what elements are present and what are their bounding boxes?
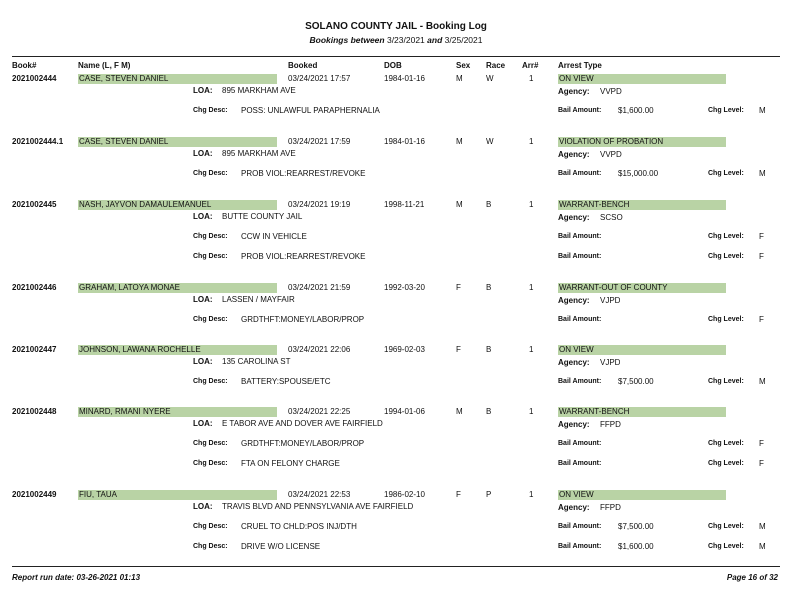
arrest-number: 1 xyxy=(529,490,534,499)
agency-label: Agency: xyxy=(558,296,590,305)
loa-label: LOA: xyxy=(193,212,213,221)
chg-level-label: Chg Level: xyxy=(708,253,744,260)
chg-level-value: M xyxy=(759,522,766,531)
arrest-number: 1 xyxy=(529,74,534,83)
inmate-name: FIU, TAUA xyxy=(79,490,117,499)
race: B xyxy=(486,407,492,416)
chg-level-label: Chg Level: xyxy=(708,460,744,467)
agency-label: Agency: xyxy=(558,87,590,96)
booked-datetime: 03/24/2021 19:19 xyxy=(288,200,351,209)
col-dob: DOB xyxy=(384,61,402,70)
booking-record xyxy=(0,198,792,260)
sex: M xyxy=(456,137,463,146)
sex: F xyxy=(456,490,461,499)
report-run-date: Report run date: 03-26-2021 01:13 xyxy=(12,573,141,582)
booking-record xyxy=(0,72,792,134)
bail-amount-label: Bail Amount: xyxy=(558,523,602,530)
book-number: 2021002444 xyxy=(12,74,57,83)
booking-record xyxy=(0,281,792,343)
header-top-rule xyxy=(12,56,780,57)
race: W xyxy=(486,74,494,83)
inmate-name: GRAHAM, LATOYA MONAE xyxy=(79,283,180,292)
chg-level-value: F xyxy=(759,439,764,448)
agency-value: VVPD xyxy=(600,150,622,159)
chg-level-label: Chg Level: xyxy=(708,543,744,550)
col-book: Book# xyxy=(12,61,37,70)
bail-amount-value: $7,500.00 xyxy=(618,522,654,531)
chg-desc-label: Chg Desc: xyxy=(193,107,228,114)
chg-level-label: Chg Level: xyxy=(708,170,744,177)
col-arr: Arr# xyxy=(522,61,539,70)
chg-desc-label: Chg Desc: xyxy=(193,523,228,530)
chg-level-label: Chg Level: xyxy=(708,378,744,385)
date-from: 3/23/2021 xyxy=(386,35,425,45)
booked-datetime: 03/24/2021 21:59 xyxy=(288,283,351,292)
chg-level-label: Chg Level: xyxy=(708,233,744,240)
chg-desc-label: Chg Desc: xyxy=(193,543,228,550)
sex: M xyxy=(456,407,463,416)
loa-label: LOA: xyxy=(193,502,213,511)
chg-desc-label: Chg Desc: xyxy=(193,316,228,323)
race: B xyxy=(486,345,492,354)
chg-desc-value: GRDTHFT:MONEY/LABOR/PROP xyxy=(241,439,365,448)
chg-desc-value: PROB VIOL:REARREST/REVOKE xyxy=(241,252,366,261)
arrest-number: 1 xyxy=(529,407,534,416)
booking-record xyxy=(0,488,792,550)
date-to: 3/25/2021 xyxy=(444,35,483,45)
chg-desc-value: POSS: UNLAWFUL PARAPHERNALIA xyxy=(241,106,380,115)
race: B xyxy=(486,200,492,209)
chg-level-value: M xyxy=(759,169,766,178)
race: B xyxy=(486,283,492,292)
booked-datetime: 03/24/2021 17:57 xyxy=(288,74,351,83)
chg-desc-value: PROB VIOL:REARREST/REVOKE xyxy=(241,169,366,178)
chg-desc-label: Chg Desc: xyxy=(193,440,228,447)
chg-desc-label: Chg Desc: xyxy=(193,233,228,240)
loa-value: 135 CAROLINA ST xyxy=(222,357,291,366)
inmate-name: NASH, JAYVON DAMAULEMANUEL xyxy=(79,200,212,209)
chg-desc-value: GRDTHFT:MONEY/LABOR/PROP xyxy=(241,315,365,324)
dob: 1992-03-20 xyxy=(384,283,425,292)
loa-value: LASSEN / MAYFAIR xyxy=(222,295,295,304)
dob: 1986-02-10 xyxy=(384,490,425,499)
book-number: 2021002448 xyxy=(12,407,57,416)
booking-record xyxy=(0,343,792,405)
chg-level-label: Chg Level: xyxy=(708,107,744,114)
bail-amount-value: $15,000.00 xyxy=(618,169,659,178)
agency-label: Agency: xyxy=(558,503,590,512)
chg-level-label: Chg Level: xyxy=(708,523,744,530)
bail-amount-value: $7,500.00 xyxy=(618,377,654,386)
dob: 1969-02-03 xyxy=(384,345,425,354)
arrest-number: 1 xyxy=(529,345,534,354)
sex: M xyxy=(456,200,463,209)
agency-value: VJPD xyxy=(600,296,621,305)
loa-value: 895 MARKHAM AVE xyxy=(222,149,296,158)
agency-label: Agency: xyxy=(558,358,590,367)
bail-amount-label: Bail Amount: xyxy=(558,253,602,260)
agency-value: VJPD xyxy=(600,358,621,367)
booked-datetime: 03/24/2021 22:53 xyxy=(288,490,351,499)
col-arrest-type: Arrest Type xyxy=(558,61,602,70)
chg-desc-value: CRUEL TO CHLD:POS INJ/DTH xyxy=(241,522,357,531)
chg-level-value: F xyxy=(759,459,764,468)
arrest-number: 1 xyxy=(529,283,534,292)
subtitle-and: and xyxy=(427,35,443,45)
book-number: 2021002445 xyxy=(12,200,57,209)
inmate-name: JOHNSON, LAWANA ROCHELLE xyxy=(79,345,201,354)
arrest-type: VIOLATION OF PROBATION xyxy=(559,137,664,146)
footer-rule xyxy=(12,566,780,567)
loa-value: 895 MARKHAM AVE xyxy=(222,86,296,95)
page-number: Page 16 of 32 xyxy=(726,573,778,582)
chg-level-value: M xyxy=(759,106,766,115)
arrest-type: ON VIEW xyxy=(559,74,594,83)
chg-level-value: M xyxy=(759,377,766,386)
book-number: 2021002447 xyxy=(12,345,57,354)
inmate-name: CASE, STEVEN DANIEL xyxy=(79,137,169,146)
bail-amount-label: Bail Amount: xyxy=(558,378,602,385)
bail-amount-label: Bail Amount: xyxy=(558,440,602,447)
book-number: 2021002446 xyxy=(12,283,57,292)
booked-datetime: 03/24/2021 22:06 xyxy=(288,345,351,354)
chg-desc-value: DRIVE W/O LICENSE xyxy=(241,542,321,551)
bail-amount-label: Bail Amount: xyxy=(558,107,602,114)
arrest-type: ON VIEW xyxy=(559,345,594,354)
chg-level-value: M xyxy=(759,542,766,551)
chg-desc-label: Chg Desc: xyxy=(193,460,228,467)
col-booked: Booked xyxy=(288,61,318,70)
loa-label: LOA: xyxy=(193,419,213,428)
book-number: 2021002444.1 xyxy=(12,137,64,146)
loa-value: TRAVIS BLVD AND PENNSYLVANIA AVE FAIRFIELD xyxy=(222,502,414,511)
agency-value: SCSO xyxy=(600,213,623,222)
booked-datetime: 03/24/2021 22:25 xyxy=(288,407,351,416)
arrest-number: 1 xyxy=(529,137,534,146)
col-race: Race xyxy=(486,61,506,70)
bail-amount-label: Bail Amount: xyxy=(558,460,602,467)
book-number: 2021002449 xyxy=(12,490,57,499)
loa-value: E TABOR AVE AND DOVER AVE FAIRFIELD xyxy=(222,419,383,428)
chg-level-value: F xyxy=(759,252,764,261)
chg-desc-label: Chg Desc: xyxy=(193,378,228,385)
arrest-number: 1 xyxy=(529,200,534,209)
sex: F xyxy=(456,283,461,292)
inmate-name: MINARD, RMANI NYERE xyxy=(79,407,171,416)
race: W xyxy=(486,137,494,146)
chg-desc-value: BATTERY:SPOUSE/ETC xyxy=(241,377,331,386)
col-sex: Sex xyxy=(456,61,471,70)
booking-record xyxy=(0,135,792,197)
loa-label: LOA: xyxy=(193,149,213,158)
chg-level-value: F xyxy=(759,315,764,324)
arrest-type: WARRANT-BENCH xyxy=(559,407,630,416)
loa-label: LOA: xyxy=(193,86,213,95)
arrest-type: ON VIEW xyxy=(559,490,594,499)
chg-desc-label: Chg Desc: xyxy=(193,253,228,260)
loa-label: LOA: xyxy=(193,295,213,304)
agency-label: Agency: xyxy=(558,420,590,429)
dob: 1994-01-06 xyxy=(384,407,425,416)
bail-amount-label: Bail Amount: xyxy=(558,543,602,550)
agency-value: FFPD xyxy=(600,420,621,429)
chg-level-value: F xyxy=(759,232,764,241)
loa-label: LOA: xyxy=(193,357,213,366)
chg-level-label: Chg Level: xyxy=(708,316,744,323)
sex: M xyxy=(456,74,463,83)
sex: F xyxy=(456,345,461,354)
agency-label: Agency: xyxy=(558,213,590,222)
booked-datetime: 03/24/2021 17:59 xyxy=(288,137,351,146)
chg-desc-value: FTA ON FELONY CHARGE xyxy=(241,459,340,468)
inmate-name: CASE, STEVEN DANIEL xyxy=(79,74,169,83)
booking-record xyxy=(0,405,792,467)
dob: 1984-01-16 xyxy=(384,137,425,146)
arrest-type: WARRANT-BENCH xyxy=(559,200,630,209)
arrest-type: WARRANT-OUT OF COUNTY xyxy=(559,283,668,292)
dob: 1998-11-21 xyxy=(384,200,425,209)
col-name: Name (L, F M) xyxy=(78,61,131,70)
report-title: SOLANO COUNTY JAIL - Booking Log xyxy=(305,21,487,32)
chg-desc-label: Chg Desc: xyxy=(193,170,228,177)
chg-desc-value: CCW IN VEHICLE xyxy=(241,232,307,241)
bail-amount-label: Bail Amount: xyxy=(558,170,602,177)
report-subtitle xyxy=(0,35,792,45)
agency-value: FFPD xyxy=(600,503,621,512)
bail-amount-label: Bail Amount: xyxy=(558,316,602,323)
subtitle-prefix: Bookings between xyxy=(309,35,385,45)
agency-label: Agency: xyxy=(558,150,590,159)
bail-amount-value: $1,600.00 xyxy=(618,542,654,551)
loa-value: BUTTE COUNTY JAIL xyxy=(222,212,303,221)
race: P xyxy=(486,490,492,499)
dob: 1984-01-16 xyxy=(384,74,425,83)
chg-level-label: Chg Level: xyxy=(708,440,744,447)
bail-amount-label: Bail Amount: xyxy=(558,233,602,240)
bail-amount-value: $1,600.00 xyxy=(618,106,654,115)
agency-value: VVPD xyxy=(600,87,622,96)
